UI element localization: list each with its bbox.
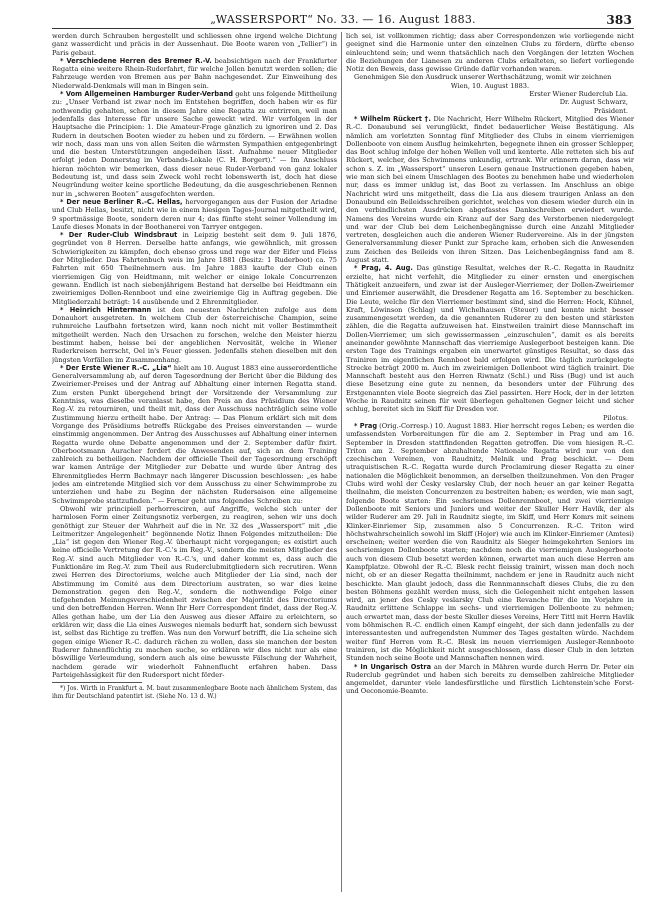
news-item	[346, 422, 634, 663]
page-number: 383	[606, 13, 632, 27]
letter-date: Wien, 10. August 1883.	[450, 81, 530, 90]
paragraph: Genehmigen Sie den Ausdruck unserer Werthschätzung, womit wir zeichnen	[354, 73, 612, 82]
paragraph: Obwohl wir principiell perhorresciren, auf Angriffe, welche sich unter der harmlosen Form einer Zeitungsnotiz verbergen, zu reagiren, sehen wir uns doch genöthigt zur Steuer der Wahrheit auf die in Nr. 32 des „Wassersport“ mit „die Leitmeritzer Angelegenheit“ begönnende Notiz Ihnen Folgendes mitzutheilen: Die „Lia“ ist gegen den Wiener Reg.-V. überhaupt nicht vorgegangen; es existirt auch keine officielle Vertretung der R.-C.'s im Reg.-V., sondern die meisten Mitglieder des Reg.-V. sind auch Mitglieder von R.-C.'s, und daher kommt es, dass auch die Funktionäre im Reg.-V. zum Theil aus Ruderclubmitgliedern sich recrutiren. Wenn zwei Herren des Directoriums, welche auch Mitglieder der Lia sind, nach der Abstimmung im Comité aus dem Directorium austraten, so war dies keine Demonstration gegen den Reg.-V., sondern die nothwendige Folge einer tiefgehenden Meinungsverschiedenheit zwischen der Majorität des Directoriums und den betreffenden Herren. Wenn Ihr Herr Correspondent findet, dass der Reg.-V. Alles gethan habe, um der Lia den Ausweg aus dieser Affaire zu erleichtern, so erklären wir, dass die Lia eines Ausweges niemals bedurft hat, sondern sich bewusst ist, selbst das Richtige zu treffen. Was nun den Vorwurf betrifft, die Lia scheine sich gegen einige Wiener R.-C. dadurch rächen zu wollen, dass sie manchen der besten Ruderer fahnenflüchtig zu machen suche, so erklären wir dies nicht nur als eine böswillige Verleumdung, sondern auch als eine bewusste Fälschung der Wahrheit, nachdem gerade wir wiederholt Fahnenflucht erfahren haben. Dass Parteigehässigkeit für den Rudersport nicht förder-	[52, 504, 337, 679]
item-text: Das günstige Resultat, welches der R.-C. Regatta in Raudnitz erzielte, hat nicht verfehlt, die Mitglieder zu einer ernsten und energischen Thätigkeit anzueifern, und zwar ist der Ausleger-Vierriemer, der Dollen-Zweiriemer und Einriemer auserwählt, die Dresdener Regatta am 16. September zu beschicken. Die Leute, welche für den Vierriemer bestimmt sind, sind die Herren: Hock, Kühnel, Kraft, Löwinson (Schlag) und Wichelhausen (Steuer) und konnte nicht besser zusammengesetzt werden, da die genannten Ruderer zu den besten und stärksten zählen, die die Regatta aufzuweisen hat. Einstweilen trainirt diese Mannschaft im Dollen-Vierriemer, um sich gewissermassen „einzuschulen“, damit es als bereits aneinander gewöhnte Mannschaft das vierriemige Auslegerboot besteigen kann. Die ersten Tage des Trainings ergaben ein unerwartet günstiges Resultat, so dass das Trainiren im eigentlichen Rennboot bald erfolgen wird. Die täglich zurückgelegte Strecke beträgt 2000 m. Auch im zweiriemigen Dollenboot wird täglich trainirt. Die Mannschaft besteht aus den Herren Riwnatz (Schl.) und Riss (Bug) und ist auch diese Besetzung eine gute zu nennen, da besonders unter der Führung des Erstgenannten viele Boote siegreich das Ziel passirten. Herr Hock, der in der letzten Woche in Raudnitz seinen für weit überlegen gehaltenen Gegner leicht und sicher schlug, bereitet sich im Skiff für Dresden vor.	[346, 264, 634, 414]
item-lead: * Heinrich Hintermann	[60, 305, 152, 314]
item-lead: * Der Erste Wiener R.-C. „Lia“	[60, 363, 172, 372]
item-lead: * Der Ruder-Club Windsbraut	[60, 231, 178, 240]
signature-line: Erster Wiener Ruderclub Lia.	[529, 90, 628, 99]
news-item	[52, 57, 337, 90]
paragraph: lich sei, ist vollkommen richtig; dass aber Correspondenzen wie vorliegende nicht geeignet sind die Harmonie unter den einzelnen Clubs zu fördern, dürfte ebenso einleuchtend sein; und wenn thatsächlich nach den Vorgängen der letzten Wochen die Beziehungen der Lianesen zu anderen Clubs erkalteten, so liefert vorliegende Notiz den Beweis, dass gewisse Gründe dafür vorhanden waren.	[346, 32, 634, 74]
item-lead: * Prag, 4. Aug.	[354, 264, 413, 273]
item-lead: * In Ungarisch Ostra	[354, 662, 432, 671]
footnote: *) Jos. Wirth in Frankfurt a. M. baut zusammenlegbare Boote nach ähnlichem System, das ihm für Deutschland patentirt ist. (Siehe No. 13 d. W.)	[52, 685, 337, 700]
header-rule	[52, 28, 634, 29]
footnote-rule	[52, 682, 142, 683]
item-lead: * Verschiedene Herren des Bremer R.-V.	[60, 56, 212, 65]
news-item	[52, 198, 337, 231]
journal-title: „WASSERSPORT“	[210, 13, 314, 26]
news-item	[346, 663, 634, 696]
right-column	[346, 32, 634, 896]
item-text: ist den neuesten Nachrichten zufolge aus dem Donauhort ausgetreten. In welchem Club der österreichische Champion, seine ruhmreiche Laufbahn fortsetzen wird, kann noch nicht mit voller Bestimmtheit mitgetheilt werden. Nach den Ursachen zu forschen, welche den Meister hierzu bestimmt haben, heisse bei der angeblichen Nervosität, welche in Wiener Ruderkreisen herrscht, Oel in's Feuer giessen. Jedenfalls stehen dieselben mit den jüngsten Vorfällen im Zusammenhang.	[52, 305, 337, 364]
item-text: in Leipzig besteht seit dem 9. Juli 1876, gegründet von 8 Herren. Derselbe hatte anfangs, wie gewöhnlich, mit grossen Schwierigkeiten zu kämpfen, doch ebenso gross und rege war der Eifer und Fleiss der Mitglieder. Das Fahrtenbuch weis im Jahre 1881 (Besitz: 1 Ruderboot) ca. 75 Fahrten mit 650 Theilnehmern aus. Im Jahre 1883 kaufte der Club einen vierriemigen Gig von Heidtmann, mit welcher er einige lokale Concurrenzen gewann. Endlich ist nach siebenjährigem Bestand hat derselbe bei Heidtmann ein zweiriemiges Dollen-Rennboot und eine zweiriemige Gig in Auftrag gegeben. Die Mitgliederzahl beträgt: 14 ausübende und 2 Ehrenmitglieder.	[52, 231, 337, 306]
item-text: an der March in Mähren wurde durch Herrn Dr. Peter ein Ruderclub gegründet und haben sich bereits zu demselben zahlreiche Mitglieder angemeldet, darunter viele landesfürstliche und fürstlich Lichtenstein'sche Forst- und Oeconomie-Beamte.	[346, 662, 634, 696]
item-lead: * Vom Allgemeinen Hamburger Ruder-Verband	[60, 90, 233, 99]
signature-line: Dr. August Schwarz,	[559, 98, 628, 107]
item-lead: * Prag	[354, 421, 378, 430]
item-text: Die Nachricht, Herr Wilhelm Rückert, Mitglied des Wiener R.-C. Donaubund sei verunglückt, findet bedauerlicher Weise Bestätigung. Als nämlich am vorletzten Sonntag fünf Mitglieder des Clubs in einem vierriemigen Dollenboote von einem Ausflug heimkehrten, begegnete ihnen ein grosser Schlepper, das Boot schlug infolge der hohen Wellen voll und kenterte. Alle retteten sich bis auf Rückert, welcher, des Schwimmens unkundig, ertrank. Wir erinnern daran, dass wir schon s. Z. im „Wassersport“ unseren Lesern genaue Instructionen gegeben haben, wie man sich bei einem Umschlagen des Bootes zu benehmen habe und wiederholen nur, dass es immer unklug ist, das Boot zu verlassen. Im Anschluss an obige Nachricht wird uns mitgetheilt, dass die Lia aus diesem traurigen Anlass an den Donaubund ein Beileidsschreiben gerichtet, welches von diesem wieder durch ein in den verbindlichsten Ausdrücken abgefasstes Dankschreiben erwiedert wurde. Namens des Vereins wurde ein Kranz auf der Sarg des Verstorbenen niedergelegt und war der Club bei dem Leichenbegängnisse durch eine Anzahl Mitglieder vertreten, desgleichen auch die anderen Wiener Rudervereine. Als in der jüngsten Generalversammlung dieser Punkt zur Sprache kam, erhoben sich die Anwesenden zum Zeichen des Beileids von ihren Sitzen. Das Leichenbegängniss fand am 8. August statt.	[346, 114, 634, 265]
issue-info: No. 33. — 16. August 1883.	[316, 13, 476, 26]
item-text: hielt am 10. August 1883 eine ausserordentliche Generalversammlung ab, auf deren Tagesordnung der Bericht über die Bildung des Zweiriemer-Preises und der Antrag auf Abhaltung einer internen Regatta stand. Zum ersten Punkt übergehend bringt der Vorsitzende der Versammlung zur Kenntniss, was dieselbe veranlasst habe, den Preis an das Präsidium des Wiener Reg.-V. zu retourniren, und theilt mit, dass der Ausschuss nachträglich seine volle Zustimmung hierzu ertheilt habe. Der Antrag: — Das Plenum erklärt sich mit dem Vorgange des Präsidiums betreffs Rückgabe des Preises einverstanden — wurde einstimmig angenommen. Der Antrag des Ausschusses auf Abhaltung einer internen Regatta wurde ohne Debatte angenommen und der 2. September dafür fixirt. Oberbootsmann Auracher fordert die Anwesenden auf, sich an dem Training zahlreich zu betheiligen. Nachdem der officielle Theil der Tagesordnung erschöpft war kamen Anträge der Mitglieder zur Debatte und wurde über Antrag des Ehrenmitgliedes Herrn Bachmayr nach längerer Discussion beschlossen: „es habe jedes am eintretende Mitglied sich vor dem Ausschuss zu einer Schwimmprobe zu unterziehen und habe zu Beginn der nächsten Rudersaison eine allgemeine Schwimmprobe stattzufinden.“ — Ferner geht uns folgendes Schreiben zu:	[52, 363, 337, 505]
news-item	[346, 264, 634, 413]
news-item	[52, 90, 337, 198]
item-lead: * Der neue Berliner R.-C. Hellas,	[60, 197, 183, 206]
item-text: (Orig.-Corresp.) 10. August 1883. Hier herrscht reges Leben; es werden die umfassendsten Vorbereitungen für die am 2. September in Prag und am 16. September in Dresden stattfindenden Regatten getroffen. Die vom hiesigen R.-C. Triton am 2. September abzuhaltende Nationale Regatta wird nur von den czechischen Vereinen, von Raudnitz, Melnik und Prag beschickt. — Dem utraquistischen R.-C. Regatta wurde durch Proclamirung dieser Regatta zu einer nationalen die Möglichkeit benommen, an derselben theilzunehmen. Von den Prager Clubs wird wohl der Česky veslarsky Club, der noch heuer an gar keiner Regatta theilnahm, die meisten Concurrenzen zu bestreiten haben; es werden, wie man sagt, folgende Boote starten: Ein sechsriemes Dollenrennboot, und zwei vierriemige Dollenboote mit Seniors und Juniors und weiter der Skuller Herr Havlík, der als wilder Ruderer am 29. Juli in Raudnitz siegte, im Skiff, und Herr Komrs mit seinem Klinker-Einriemer Sip, zusammen also 5 Concurrenzen. R.-C. Triton wird höchstwahrscheinlich sowohl im Skiff (Hojer) wie auch im Klinker-Einriemer (Amtesi) erscheinen; weiter werden die von Raudnitz als Sieger heimgekehrten Seniors im sechsriemigen Dollenboote starten; nachdem noch die vierriemigen Auslegerboote auch von diesem Club besetzt werden können, erwartet man auch diese Herren am Kampfplatze. Obwohl der R.-C. Blesk recht fleissig trainirt, wissen man doch noch nicht, ob er an dieser Regatta theilnimmt, nachdem er jene in Raudnitz auch nicht beschickte. Man glaubt jedoch, dass die Rennmannschaft dieses Clubs, die zu den besten Böhmens gezählt werden muss, sich die Gelegenheit nicht entgehen lassen wird, an jener des Cesky veslarsky Club eine Revanche für die im Vorjahre in Raudnitz erlittene Schlappe im sechs- und vierriemigen Dollenboote zu nehmen; auch erwartet man, dass der beste Skuller dieses Vereins, Herr Tittl mit Herrn Havlik vom böhmischen R.-C. endlich einen Kampf eingeht, der sich dann jedenfalls zu der interessantesten und aufregendsten Nummer des Tages gestalten würde. Nachdem weiter fünf Herren vom R.-C. Blesk im neuen vierriemigen Ausleger-Rennboote trainiren, ist die Möglichkeit nicht ausgeschlossen, dass dieser Club in den letzten Stunden noch seine Boote und Mannschaften nennen wird.	[346, 421, 634, 663]
running-header	[52, 13, 634, 27]
signature-line: Pilotus.	[602, 413, 628, 422]
item-text: beabsichtigen nach der Frankfurter Regatta eine weitere Rhein-Ruderfahrt, für welche Jollen benutzt werden sollen; die Fahrzeuge werden von Bremen aus per Bahn nachgesendet. Zur Einweihung des Niederwald-Denkmals will man in Bingen sein.	[52, 56, 337, 90]
item-text: hervorgegangen aus der Fusion der Ariadne und Club Hellas, besitzt, nicht wie in einem hiesigen Tages-Journal mitgetheilt wird, 9 sportmässige Boote, sondern deren nur 4; das fünfte steht seiner Vollendung im Laufe dieses Monats in der Boothanerei von Tarryer entgegen.	[52, 197, 337, 231]
column-divider	[341, 32, 342, 892]
news-item	[52, 231, 337, 306]
left-column	[52, 32, 337, 896]
news-item	[52, 306, 337, 364]
item-lead: * Wilhelm Rückert †.	[354, 114, 431, 123]
news-item	[346, 115, 634, 264]
news-item	[52, 364, 337, 505]
item-text: geht uns folgende Mittheilung zu: „Unser Verband ist zwar noch im Entstehen begriffen, doch haben wir es für nothwendig gehalten, schon in diesem Jahre eine Regatta zu entrirren, weil man jedenfalls das Interesse für unsere Sache geweckt wird. Wir verfolgen in der Hauptsache die Principien: 1. Die Amateur-Frage gänzlich zu ignoriren und 2. Das Rudern in deutschen Booten wieder zu heben und zu fördern. — Erwähnen wollen wir noch, dass man uns von allen Seiten die wärmsten Sympathien entgegenbringt und die besten Unterstützungen angedeihen lässt. Aufnahme neuer Mitglieder erfolgt jeden Donnerstag im Verbands-Lokale (C. H. Borgert).“ — Im Anschluss hieran möchten wir bemerken, dass dieser neue Ruder-Verband von ganz lokaler Bedeutung ist, und dass sein Zweck wohl recht lobenswerth ist, doch hat diese Neugründung weiter keine sportliche Bedeutung, da die ausgeschriebenen Rennen nur in „schweren Booten“ ausgefochten werden.	[52, 90, 337, 198]
paragraph: werden durch Schrauben hergestellt und schliessen ohne irgend welche Dichtung ganz wasserdicht und präcis in der Aussenhaut. Die Boote waren von „Tellier“) in Paris gebaut.	[52, 32, 337, 57]
signature-line: Präsident.	[593, 106, 628, 115]
